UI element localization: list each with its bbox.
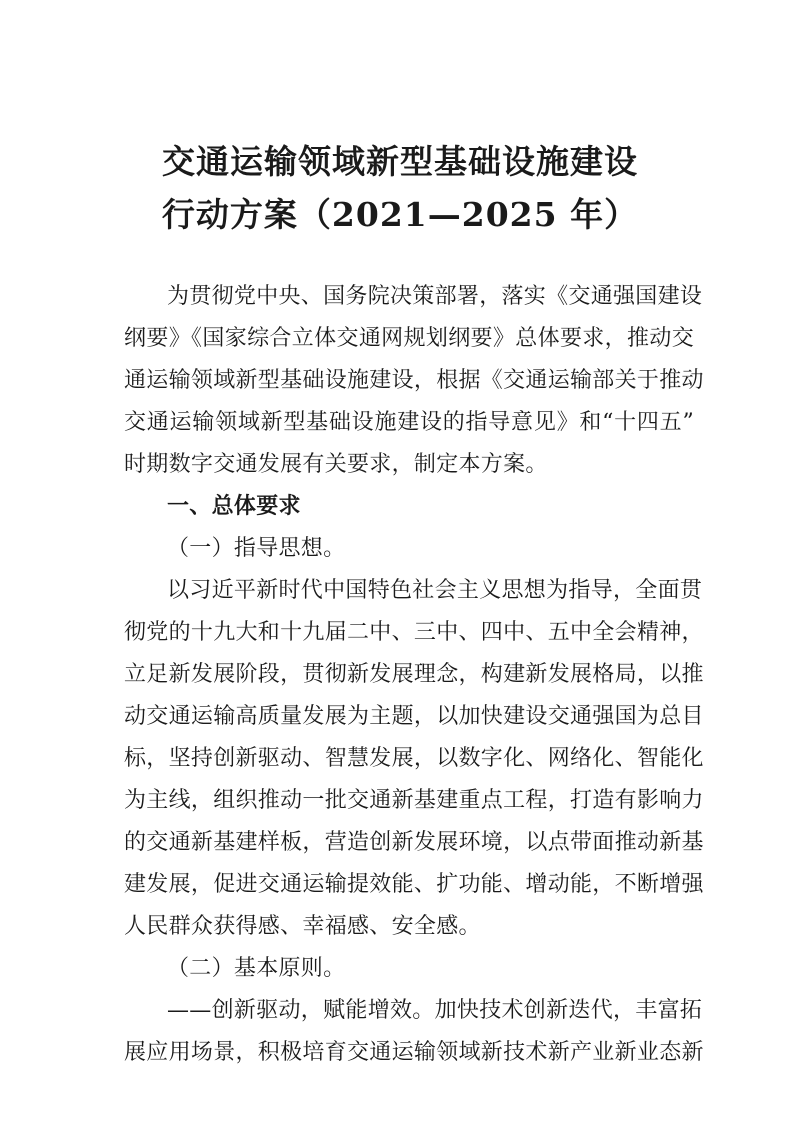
guiding-line: 建发展，促进交通运输提效能、扩功能、增动能，不断增强	[124, 872, 704, 897]
guiding-line: 人民群众获得感、幸福感、安全感。	[124, 914, 481, 939]
section-heading: 一、总体要求	[167, 494, 301, 519]
document-title-line-2: 行动方案（2021—2025 年）	[161, 195, 639, 234]
intro-line: 为贯彻党中央、国务院决策部署，落实《交通强国建设	[167, 284, 703, 309]
guiding-line: 以习近平新时代中国特色社会主义思想为指导，全面贯	[167, 578, 703, 603]
intro-line: 交通运输领域新型基础设施建设的指导意见》和“十四五”	[124, 410, 694, 435]
guiding-line: 为主线，组织推动一批交通新基建重点工程，打造有影响力	[124, 788, 704, 813]
guiding-line: 的交通新基建样板，营造创新发展环境，以点带面推动新基	[124, 830, 704, 855]
subsection-heading: （一）指导思想。	[167, 536, 346, 561]
intro-line: 通运输领域新型基础设施建设，根据《交通运输部关于推动	[124, 368, 704, 393]
guiding-line: 立足新发展阶段，贯彻新发展理念，构建新发展格局，以推	[124, 662, 704, 687]
principle-line: 展应用场景，积极培育交通运输领域新技术新产业新业态新	[124, 1040, 704, 1065]
intro-line: 纲要》《国家综合立体交通网规划纲要》总体要求，推动交	[124, 326, 694, 351]
subsection-heading: （二）基本原则。	[167, 956, 346, 981]
guiding-line: 标，坚持创新驱动、智慧发展，以数字化、网络化、智能化	[124, 746, 704, 771]
principle-line: ——创新驱动，赋能增效。加快技术创新迭代，丰富拓	[167, 998, 703, 1023]
guiding-line: 动交通运输高质量发展为主题，以加快建设交通强国为总目	[124, 704, 704, 729]
document-title-line-1: 交通运输领域新型基础设施建设	[162, 142, 638, 181]
intro-line: 时期数字交通发展有关要求，制定本方案。	[124, 452, 548, 477]
guiding-line: 彻党的十九大和十九届二中、三中、四中、五中全会精神，	[124, 620, 704, 645]
